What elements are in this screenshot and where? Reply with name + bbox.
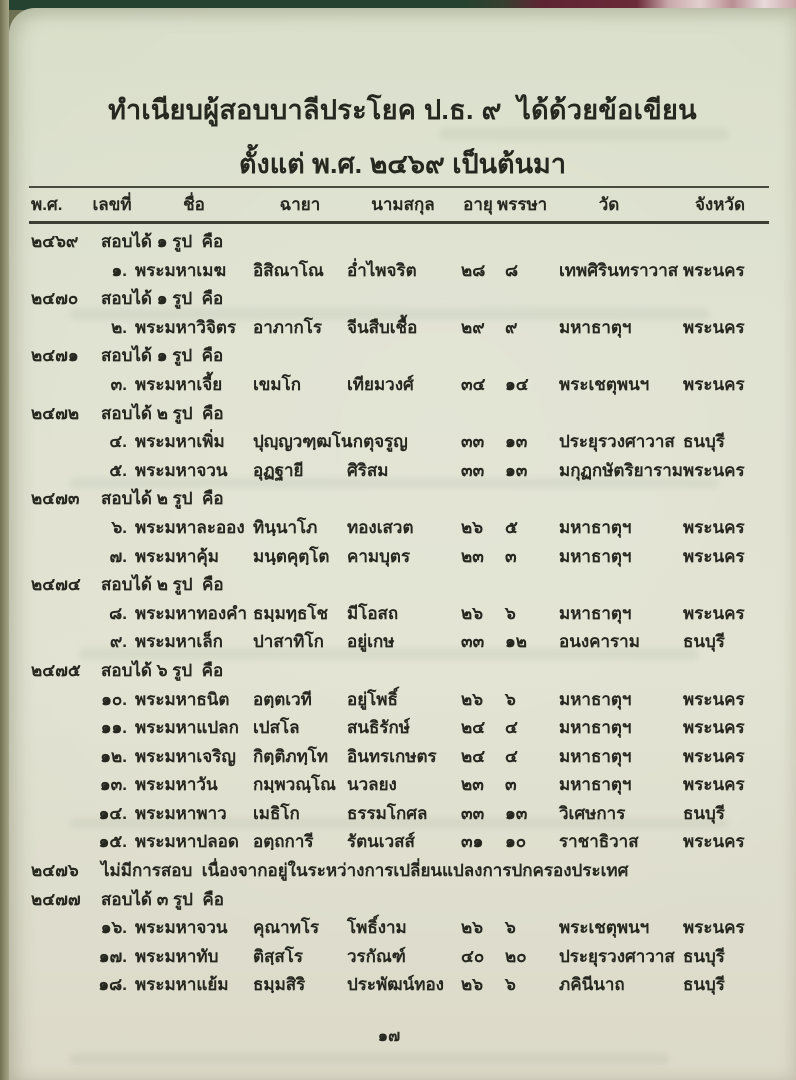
- cell-phansa: ๓: [505, 775, 517, 795]
- cell-temple: ราชาธิวาส: [559, 832, 639, 852]
- cell-name: พระมหาเมฆ: [135, 260, 227, 280]
- cell-year-summary: สอบได้ ๖ รูป คือ: [101, 660, 224, 680]
- cell-age: ๒๔: [461, 718, 486, 738]
- cell-age: ๒๖: [461, 517, 483, 537]
- cell-province: พระนคร: [683, 689, 745, 709]
- cell-province: ธนบุรี: [683, 432, 725, 452]
- cell-pali-name: เมธิโก: [253, 803, 300, 823]
- cell-surname: โพธิ์งาม: [347, 918, 407, 938]
- cell-pali-name: ติสฺสโร: [253, 946, 304, 966]
- cell-province: พระนคร: [683, 460, 745, 480]
- cell-name: พระมหาทองคำ: [135, 603, 248, 623]
- cell-name: พระมหาจวน: [135, 918, 228, 938]
- cell-phansa: ๖: [505, 918, 516, 938]
- cell-province: ธนบุรี: [683, 632, 725, 652]
- column-header: พ.ศ.: [31, 195, 63, 214]
- table-row-entry: [29, 600, 769, 629]
- cell-number: ๖.: [111, 517, 127, 537]
- cell-number: ๑๐.: [101, 689, 127, 709]
- cell-number: ๑๖.: [100, 918, 127, 938]
- column-header: จังหวัด: [694, 195, 746, 214]
- cell-phansa: ๑๒: [505, 632, 527, 652]
- cell-year: ๒๔๖๙: [31, 232, 79, 251]
- cell-age: ๒๙: [461, 317, 485, 337]
- cell-temple: เทพศิรินทราวาส: [559, 260, 679, 280]
- cell-year-summary: สอบได้ ๑ รูป คือ: [101, 346, 224, 366]
- cell-pali-name: อิสิณาโณ: [253, 260, 324, 280]
- table-row-entry: [29, 514, 769, 543]
- cell-number: ๑๕.: [98, 832, 127, 852]
- cell-name: พระมหาวัน: [135, 775, 218, 795]
- cell-age: ๓๓: [461, 803, 485, 823]
- cell-province: พระนคร: [683, 374, 745, 394]
- table-row-summary: [29, 571, 769, 600]
- cell-number: ๕.: [109, 460, 127, 480]
- cell-province: พระนคร: [683, 746, 745, 766]
- cell-phansa: ๒๐: [505, 946, 527, 966]
- cell-pali-name: อตฺถการี: [253, 832, 314, 852]
- cell-number: ๗.: [109, 546, 127, 566]
- cell-phansa: ๕: [505, 517, 518, 537]
- cell-temple: มหาธาตุฯ: [559, 718, 632, 738]
- cell-year: ๒๔๗๖: [31, 861, 79, 881]
- cell-age: ๒๖: [461, 603, 483, 623]
- cell-surname: เกตุจรูญ: [347, 432, 408, 452]
- table-row-entry: [29, 371, 769, 400]
- table-row-summary: [29, 228, 769, 257]
- table-row-entry: [29, 800, 769, 829]
- cell-age: ๒๓: [461, 546, 484, 566]
- cell-surname: อ่ำไพจริต: [347, 260, 417, 280]
- cell-phansa: ๑๐: [505, 832, 527, 852]
- book-edge-left: [0, 0, 9, 1080]
- cell-surname: ทองเสวต: [347, 517, 414, 537]
- column-header: พรรษา: [497, 195, 548, 214]
- column-header: ชื่อ: [183, 195, 205, 214]
- cell-temple: ภคินีนาถ: [559, 975, 625, 995]
- cell-number: ๓.: [110, 374, 127, 394]
- table-row-entry: [29, 743, 769, 772]
- table-row-summary: [29, 485, 769, 514]
- cell-year: ๒๔๗๐: [31, 289, 79, 309]
- column-header: นามสกุล: [371, 195, 435, 214]
- table-body: [29, 224, 769, 1000]
- cell-phansa: ๖: [505, 975, 516, 995]
- cell-name: พระมหาคุ้ม: [135, 546, 220, 566]
- cell-temple: มหาธาตุฯ: [559, 317, 632, 337]
- cell-number: ๑๘.: [98, 975, 127, 995]
- cell-year: ๒๔๗๕: [31, 660, 81, 680]
- cell-name: พระมหาเจี้ย: [135, 374, 223, 394]
- cell-province: พระนคร: [683, 603, 745, 623]
- table-row-entry: [29, 943, 769, 972]
- cell-pali-name: ทินฺนาโภ: [253, 517, 318, 537]
- cell-province: พระนคร: [683, 546, 745, 566]
- cell-surname: ศิริสม: [347, 460, 389, 480]
- table-row-entry: [29, 257, 769, 286]
- cell-temple: มหาธาตุฯ: [559, 775, 632, 795]
- table-row-entry: [29, 457, 769, 486]
- page: [9, 8, 796, 1080]
- cell-temple: มหาธาตุฯ: [559, 689, 632, 709]
- cell-age: ๒๓: [461, 775, 484, 795]
- cell-year-summary: สอบได้ ๒ รูป คือ: [101, 403, 224, 423]
- cell-age: ๓๓: [461, 432, 485, 452]
- cell-phansa: ๖: [505, 603, 516, 623]
- cell-phansa: ๔: [505, 746, 518, 766]
- cell-year: ๒๔๗๔: [31, 575, 81, 595]
- cell-pali-name: อาภากโร: [253, 317, 323, 337]
- table-row-entry: [29, 714, 769, 743]
- cell-year-summary: สอบได้ ๓ รูป คือ: [101, 889, 224, 909]
- cell-surname: ธรรมโกศล: [347, 803, 428, 823]
- cell-number: ๔.: [109, 432, 127, 452]
- cell-number: ๑.: [111, 260, 127, 280]
- page-number: ๑๗: [377, 1028, 401, 1045]
- cell-year-summary: สอบได้ ๒ รูป คือ: [101, 489, 224, 509]
- table-row-entry: [29, 543, 769, 572]
- cell-year-summary: สอบได้ ๑ รูป คือ: [101, 289, 224, 309]
- table-row-entry: [29, 971, 769, 1000]
- cell-temple: ประยุรวงศาวาส: [559, 432, 675, 452]
- cell-name: พระมหาปลอด: [135, 832, 239, 852]
- cell-name: พระมหาวิจิตร: [135, 317, 237, 337]
- cell-temple: มหาธาตุฯ: [559, 603, 632, 623]
- cell-phansa: ๑๓: [505, 803, 528, 823]
- table-row-summary: [29, 285, 769, 314]
- cell-name: พระมหาแย้ม: [135, 975, 229, 995]
- cell-province: พระนคร: [683, 317, 745, 337]
- cell-name: พระมหาทับ: [135, 946, 219, 966]
- column-header: วัด: [598, 195, 620, 214]
- cell-temple: มหาธาตุฯ: [559, 546, 632, 566]
- column-header: อายุ: [463, 195, 493, 214]
- cell-year: ๒๔๗๑: [31, 346, 79, 366]
- cell-surname: มีโอสถ: [347, 603, 399, 623]
- cell-year: ๒๔๗๒: [31, 403, 80, 423]
- cell-surname: วรกัณฑ์: [347, 946, 406, 966]
- column-header: เลขที่: [92, 195, 132, 214]
- cell-number: ๙.: [109, 632, 127, 652]
- column-header: ฉายา: [279, 195, 321, 214]
- cell-province: พระนคร: [683, 832, 745, 852]
- cell-phansa: ๙: [505, 317, 518, 337]
- cell-number: ๑๒.: [100, 746, 127, 766]
- page-title: ทำเนียบผู้สอบบาลีประโยค ป.ธ. ๙ ได้ด้วยข้อเขียน: [108, 95, 697, 125]
- cell-name: พระมหาธนิต: [135, 689, 230, 709]
- table-row-entry: [29, 828, 769, 857]
- table-row-summary: [29, 886, 769, 915]
- cell-age: ๒๖: [461, 918, 483, 938]
- cell-pali-name: ธมฺมทฺธโช: [253, 603, 329, 623]
- cell-pali-name: กิตฺติภทฺโท: [253, 746, 329, 766]
- cell-name: พระมหาแปลก: [135, 718, 239, 738]
- cell-pali-name: เขมโก: [253, 374, 302, 394]
- cell-surname: อินทรเกษตร: [347, 746, 437, 766]
- cell-age: ๒๖: [461, 975, 483, 995]
- cell-surname: ประพัฒน์ทอง: [347, 975, 444, 995]
- cell-pali-name: มนฺตคุตฺโต: [253, 546, 330, 566]
- cell-age: ๓๓: [461, 460, 485, 480]
- cell-name: พระมหาเพิ่ม: [135, 432, 225, 452]
- cell-year: ๒๔๗๗: [31, 889, 81, 909]
- cell-surname: คามบุตร: [347, 546, 411, 566]
- cell-age: ๔๐: [461, 946, 485, 966]
- cell-age: ๒๖: [461, 689, 483, 709]
- cell-province: พระนคร: [683, 918, 745, 938]
- cell-surname: สนธิรักษ์: [347, 718, 411, 738]
- cell-province: ธนบุรี: [683, 803, 725, 823]
- cell-year: ๒๔๗๓: [31, 489, 80, 509]
- cell-age: ๒๔: [461, 746, 486, 766]
- cell-province: ธนบุรี: [683, 975, 725, 995]
- cell-surname: รัตนเวสส์: [347, 832, 415, 852]
- cell-province: ธนบุรี: [683, 946, 725, 966]
- table-row-entry: [29, 628, 769, 657]
- cell-phansa: ๑๓: [505, 432, 528, 452]
- cell-age: ๒๘: [461, 260, 486, 280]
- cell-temple: พระเชตุพนฯ: [559, 374, 650, 394]
- cell-temple: พระเชตุพนฯ: [559, 918, 650, 938]
- cell-phansa: ๑๓: [505, 460, 528, 480]
- cell-province: พระนคร: [683, 775, 745, 795]
- cell-number: ๑๗.: [98, 946, 127, 966]
- cell-surname: นวลยง: [347, 775, 397, 795]
- cell-pali-name: ธมฺมสิริ: [253, 975, 306, 995]
- table-row-summary: [29, 342, 769, 371]
- cell-pali-name: ปุญฺญวฑฺฒโน: [253, 432, 353, 452]
- cell-number: ๑๑.: [100, 718, 127, 738]
- cell-number: ๑๔.: [98, 803, 127, 823]
- cell-province: พระนคร: [683, 260, 745, 280]
- cell-number: ๒.: [111, 317, 127, 337]
- page-subtitle: ตั้งแต่ พ.ศ. ๒๔๖๙ เป็นต้นมา: [238, 149, 567, 179]
- cell-number: ๘.: [109, 603, 127, 623]
- cell-surname: จีนสืบเชื้อ: [347, 317, 418, 337]
- cell-pali-name: อุฏฐายี: [253, 460, 304, 480]
- table-row-note: [29, 857, 769, 886]
- cell-temple: วิเศษการ: [559, 803, 626, 823]
- table-row-entry: [29, 314, 769, 343]
- table-row-summary: [29, 400, 769, 429]
- cell-year-summary: สอบได้ ๑ รูป คือ: [101, 232, 224, 251]
- table-row-entry: [29, 914, 769, 943]
- table-row-entry: [29, 428, 769, 457]
- cell-name: พระมหาละออง: [135, 517, 245, 537]
- exam-roster-table: [29, 186, 769, 1000]
- cell-number: ๑๓.: [99, 775, 127, 795]
- cell-surname: เทียมวงศ์: [347, 374, 414, 394]
- cell-pali-name: เปสโล: [253, 718, 300, 738]
- cell-name: พระมหาเจริญ: [135, 746, 236, 766]
- cell-year-note: ไม่มีการสอบ เนื่องจากอยู่ในระหว่างการเปลี่ยนแปลงการปกครองประเทศ: [101, 861, 629, 881]
- cell-pali-name: คุณาทโร: [253, 918, 320, 938]
- table-row-summary: [29, 657, 769, 686]
- cell-pali-name: อตฺตเวที: [253, 689, 312, 709]
- cell-province: พระนคร: [683, 718, 745, 738]
- cell-name: พระมหาเล็ก: [135, 632, 223, 652]
- cell-phansa: ๖: [505, 689, 516, 709]
- cell-name: พระมหาพาว: [135, 803, 227, 823]
- cell-name: พระมหาจวน: [135, 460, 228, 480]
- cell-temple: ประยุรวงศาวาส: [559, 946, 675, 966]
- cell-age: ๓๑: [461, 832, 484, 852]
- cell-phansa: ๓: [505, 546, 517, 566]
- cell-phansa: ๘: [505, 260, 519, 280]
- table-row-entry: [29, 771, 769, 800]
- cell-province: พระนคร: [683, 517, 745, 537]
- cell-pali-name: ปาสาทิโก: [253, 632, 324, 652]
- table-row-entry: [29, 686, 769, 715]
- showthrough-smudge: [69, 1053, 669, 1065]
- cell-phansa: ๔: [505, 718, 518, 738]
- cell-pali-name: กมฺพวณฺโณ: [253, 775, 336, 795]
- cell-phansa: ๑๔: [505, 374, 529, 394]
- cell-temple: อนงคาราม: [559, 632, 640, 652]
- cell-temple: มหาธาตุฯ: [559, 746, 632, 766]
- table-header-row: [29, 186, 769, 224]
- cell-age: ๓๓: [461, 632, 485, 652]
- cell-year-summary: สอบได้ ๒ รูป คือ: [101, 575, 224, 595]
- cell-temple: มกุฏกษัตริยาราม: [559, 460, 683, 480]
- cell-surname: อยู่เกษ: [347, 632, 395, 652]
- cell-temple: มหาธาตุฯ: [559, 517, 632, 537]
- cell-age: ๓๔: [461, 374, 486, 394]
- cell-surname: อยู่โพธิ์: [347, 689, 398, 709]
